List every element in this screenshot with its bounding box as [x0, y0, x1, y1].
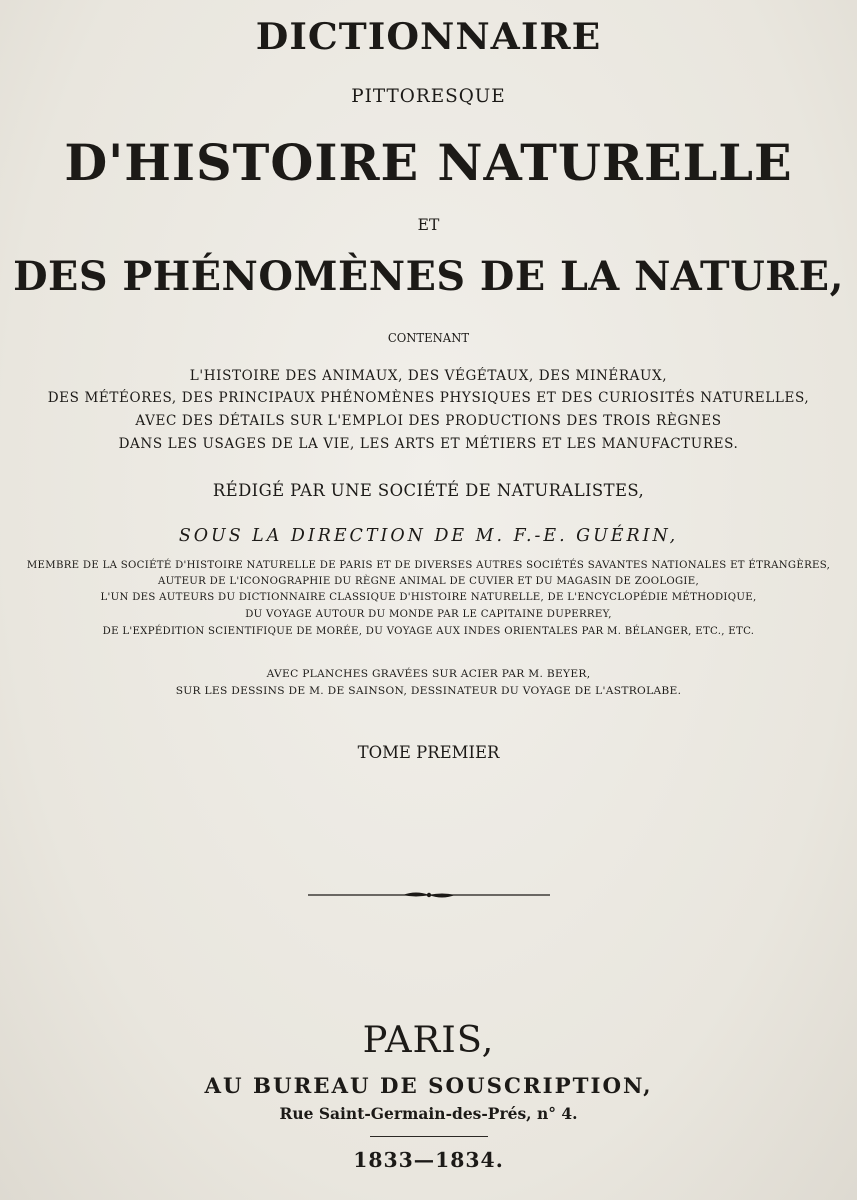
contents-line: L'HISTOIRE DES ANIMAUX, DES VÉGÉTAUX, DES MINÉRAUX,: [189, 368, 668, 384]
plates-line: AVEC PLANCHES GRAVÉES SUR ACIER PAR M. BEYER,: [266, 667, 591, 680]
title-pittoresque: PITTORESQUE: [351, 86, 506, 107]
publisher-line: AU BUREAU DE SOUSCRIPTION,: [204, 1074, 653, 1099]
years-line: 1833—1834.: [353, 1148, 504, 1172]
title-dictionnaire: DICTIONNAIRE: [255, 14, 602, 58]
direction-line: SOUS LA DIRECTION DE M. F.-E. GUÉRIN,: [178, 526, 679, 546]
address-line: Rue Saint-Germain-des-Prés, n° 4.: [279, 1104, 578, 1123]
title-histoire-naturelle: D'HISTOIRE NATURELLE: [64, 134, 793, 192]
plates-line: SUR LES DESSINS DE M. DE SAINSON, DESSINATEUR DU VOYAGE DE L'ASTROLABE.: [175, 684, 682, 697]
rule-divider: [370, 1136, 488, 1137]
ornamental-divider: [308, 890, 550, 900]
contenant-label: CONTENANT: [387, 331, 470, 345]
contents-line: AVEC DES DÉTAILS SUR L'EMPLOI DES PRODUCTIONS DES TROIS RÈGNES: [135, 413, 722, 429]
credentials-line: MEMBRE DE LA SOCIÉTÉ D'HISTOIRE NATURELLE DE PARIS ET DE DIVERSES AUTRES SOCIÉTÉS SAVANTES NATIONALES ET ÉTRANGÈRES,: [26, 560, 831, 571]
tome-label: TOME PREMIER: [357, 743, 500, 762]
credentials-line: DU VOYAGE AUTOUR DU MONDE PAR LE CAPITAINE DUPERREY,: [245, 609, 612, 620]
credentials-line: L'UN DES AUTEURS DU DICTIONNAIRE CLASSIQUE D'HISTOIRE NATURELLE, DE L'ENCYCLOPÉDIE MÉTHODIQUE,: [100, 592, 757, 603]
credentials-line: DE L'EXPÉDITION SCIENTIFIQUE DE MORÉE, DU VOYAGE AUX INDES ORIENTALES PAR M. BÉLANGER, ETC., ETC.: [102, 626, 755, 637]
credentials-line: AUTEUR DE L'ICONOGRAPHIE DU RÈGNE ANIMAL DE CUVIER ET DU MAGASIN DE ZOOLOGIE,: [158, 576, 699, 587]
title-phenomenes: DES PHÉNOMÈNES DE LA NATURE,: [13, 254, 844, 300]
contents-line: DANS LES USAGES DE LA VIE, LES ARTS ET MÉTIERS ET LES MANUFACTURES.: [118, 436, 739, 452]
city-paris: PARIS,: [362, 1018, 495, 1061]
contents-line: DES MÉTÉORES, DES PRINCIPAUX PHÉNOMÈNES PHYSIQUES ET DES CURIOSITÉS NATURELLES,: [47, 390, 810, 406]
title-et: ET: [417, 216, 440, 234]
redige-line: RÉDIGÉ PAR UNE SOCIÉTÉ DE NATURALISTES,: [212, 481, 645, 500]
